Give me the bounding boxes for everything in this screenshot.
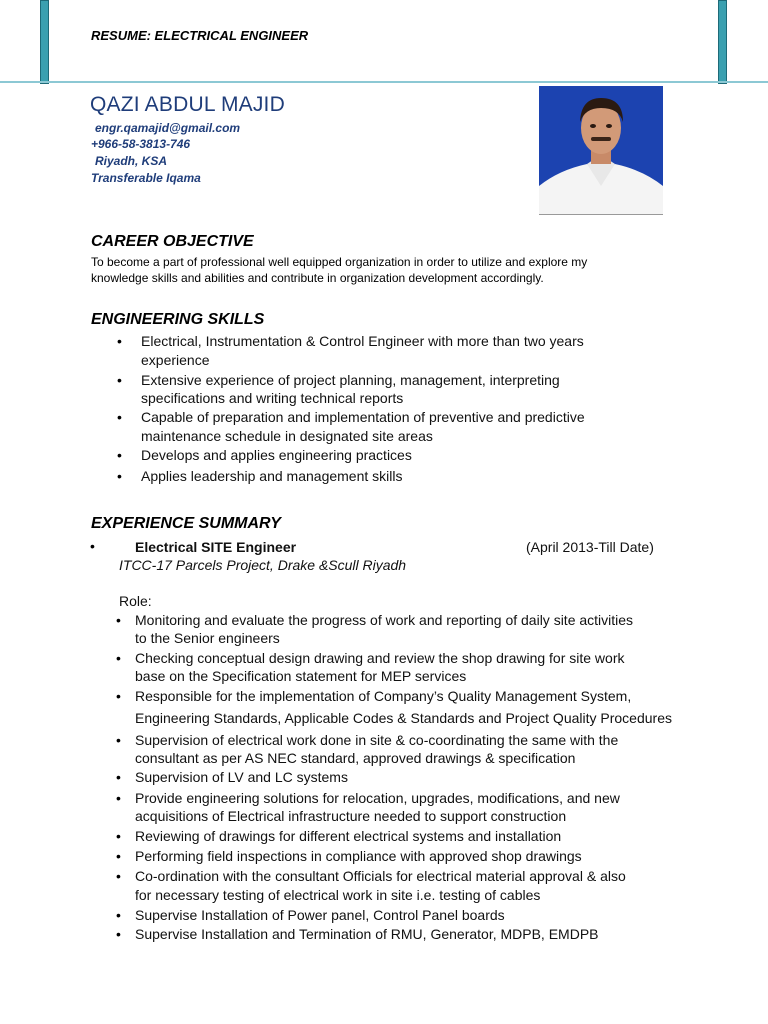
bullet-icon: • xyxy=(116,848,121,864)
role-item-8: Performing field inspections in compliance with approved shop drawings xyxy=(135,848,582,864)
role-item-4-line-2: consultant as per AS NEC standard, approved drawings & specification xyxy=(135,750,576,766)
bullet-icon: • xyxy=(116,790,121,806)
bullet-icon: • xyxy=(116,650,121,666)
bullet-icon: • xyxy=(116,688,121,704)
person-name: QAZI ABDUL MAJID xyxy=(90,93,285,116)
role-item-6-line-2: acquisitions of Electrical infrastructure needed to support construction xyxy=(135,808,567,824)
role-item-1-line-1: Monitoring and evaluate the progress of work and reporting of daily site activities xyxy=(135,612,634,628)
skill-item-3-line-1: Capable of preparation and implementation of preventive and predictive xyxy=(141,409,585,425)
bullet-icon: • xyxy=(116,926,121,942)
engineering-skills-heading: ENGINEERING SKILLS xyxy=(91,311,265,328)
left-header-bar xyxy=(40,0,49,84)
role-item-7: Reviewing of drawings for different electrical systems and installation xyxy=(135,828,562,844)
skill-item-5: Applies leadership and management skills xyxy=(141,468,403,484)
location: Riyadh, KSA xyxy=(95,154,168,168)
bullet-icon: • xyxy=(116,907,121,923)
bullet-icon: • xyxy=(116,612,121,628)
project-name: ITCC-17 Parcels Project, Drake &Scull Riyadh xyxy=(119,557,407,573)
role-item-3-line-2: Engineering Standards, Applicable Codes & Standards and Project Quality Procedures xyxy=(135,710,672,726)
role-item-1-line-2: to the Senior engineers xyxy=(135,630,280,646)
experience-summary-heading: EXPERIENCE SUMMARY xyxy=(91,515,281,532)
bullet-icon: • xyxy=(117,372,122,388)
skill-item-2-line-1: Extensive experience of project planning, management, interpreting xyxy=(141,372,560,388)
role-item-2-line-1: Checking conceptual design drawing and review the shop drawing for site work xyxy=(135,650,625,666)
role-label: Role: xyxy=(119,593,152,609)
bullet-icon: • xyxy=(117,447,122,463)
resume-header-label: RESUME: ELECTRICAL ENGINEER xyxy=(91,28,309,43)
email: engr.qamajid@gmail.com xyxy=(95,121,241,135)
bullet-icon: • xyxy=(117,333,122,349)
role-item-9-line-1: Co-ordination with the consultant Officials for electrical material approval & also xyxy=(135,868,626,884)
profile-photo xyxy=(539,86,663,215)
role-item-3-line-1: Responsible for the implementation of Company’s Quality Management System, xyxy=(135,688,632,704)
bullet-icon: • xyxy=(116,828,121,844)
bullet-icon: • xyxy=(90,538,95,554)
skill-item-2-line-2: specifications and writing technical reports xyxy=(141,390,404,406)
role-item-2-line-2: base on the Specification statement for MEP services xyxy=(135,668,467,684)
bullet-icon: • xyxy=(116,769,121,785)
skill-item-1-line-2: experience xyxy=(141,352,210,368)
skill-item-1-line-1: Electrical, Instrumentation & Control Engineer with more than two years xyxy=(141,333,584,349)
role-item-9-line-2: for necessary testing of electrical work in site i.e. testing of cables xyxy=(135,887,541,903)
role-item-11: Supervise Installation and Termination of RMU, Generator, MDPB, EMDPB xyxy=(135,926,599,942)
role-item-4-line-1: Supervision of electrical work done in site & co-coordinating the same with the xyxy=(135,732,619,748)
bullet-icon: • xyxy=(117,409,122,425)
role-item-5: Supervision of LV and LC systems xyxy=(135,769,348,785)
career-objective-line-1: To become a part of professional well equipped organization in order to utilize and explore my xyxy=(91,255,588,269)
right-header-bar xyxy=(718,0,727,84)
job-dates: (April 2013-Till Date) xyxy=(526,539,654,555)
phone: +966-58-3813-746 xyxy=(91,137,191,151)
role-item-10: Supervise Installation of Power panel, Control Panel boards xyxy=(135,907,505,923)
role-item-6-line-1: Provide engineering solutions for relocation, upgrades, modifications, and new xyxy=(135,790,620,806)
bullet-icon: • xyxy=(116,868,121,884)
portrait-illustration xyxy=(539,86,663,214)
career-objective-heading: CAREER OBJECTIVE xyxy=(91,233,254,250)
skill-item-4: Develops and applies engineering practices xyxy=(141,447,412,463)
header-rule xyxy=(0,81,768,83)
iqama-status: Transferable Iqama xyxy=(91,171,201,185)
bullet-icon: • xyxy=(117,468,122,484)
bullet-icon: • xyxy=(116,732,121,748)
career-objective-line-2: knowledge skills and abilities and contribute in organization development accordingly. xyxy=(91,271,544,285)
skill-item-3-line-2: maintenance schedule in designated site areas xyxy=(141,428,433,444)
job-title: Electrical SITE Engineer xyxy=(135,539,297,555)
